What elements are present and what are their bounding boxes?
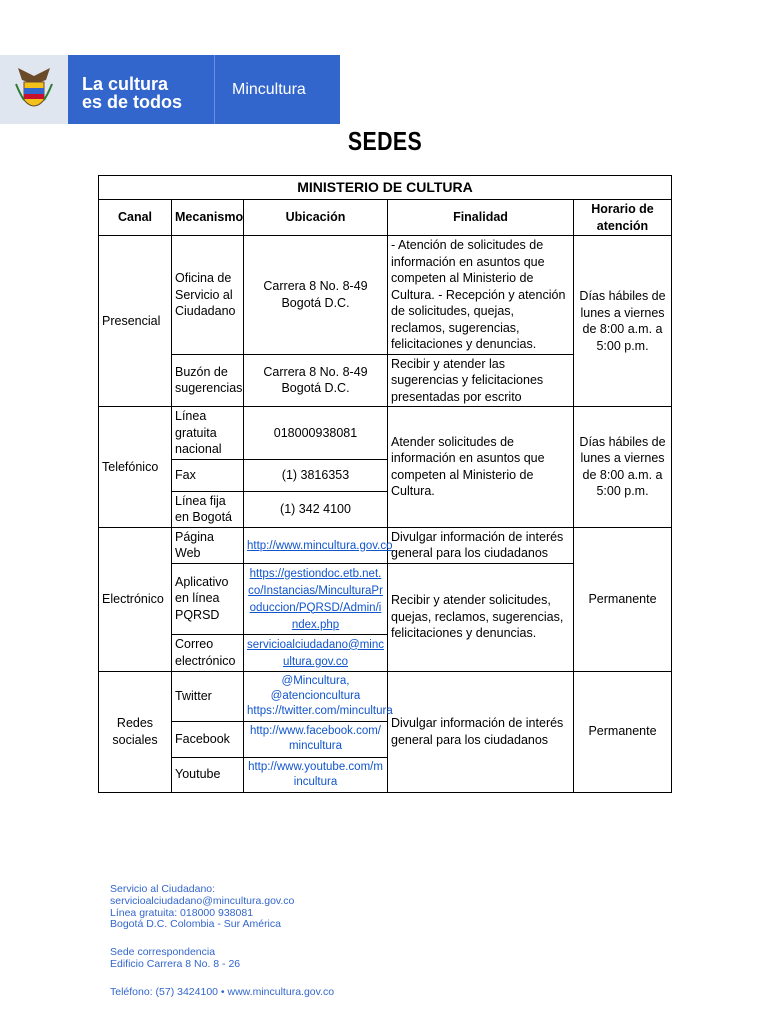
mecanismo-fax: Fax — [172, 459, 244, 491]
footer-email[interactable]: servicioalciudadano@mincultura.gov.co — [110, 894, 295, 907]
mecanismo-twitter: Twitter — [172, 671, 244, 721]
footer-spacer-2 — [110, 971, 334, 987]
horario-presencial: Días hábiles de lunes a viernes de 8:00 a.m. a 5:00 p.m. — [574, 236, 672, 407]
colombia-crest-icon — [0, 55, 68, 124]
pqrsd-link[interactable]: https://gestiondoc.etb.net.co/Instancias/MinculturaProduccion/PQRSD/Admin/index.php — [248, 567, 383, 631]
mecanismo-correo: Correo electrónico — [172, 634, 244, 671]
numero-fija: (1) 342 4100 — [244, 491, 388, 527]
footer-line-4: Bogotá D.C. Colombia - Sur América — [110, 918, 281, 931]
ubicacion-oficina: Carrera 8 No. 8-49 Bogotá D.C. — [244, 236, 388, 355]
canal-redes: Redes sociales — [99, 671, 172, 792]
brand-slogan — [68, 55, 214, 124]
table-caption: MINISTERIO DE CULTURA — [99, 176, 672, 200]
email-link[interactable]: servicioalciudadano@mincultura.gov.co — [247, 638, 384, 668]
finalidad-redes: Divulgar información de interés general para los ciudadanos — [388, 671, 574, 792]
canal-presencial: Presencial — [99, 236, 172, 407]
finalidad-web: Divulgar información de interés general para los ciudadanos — [388, 527, 574, 563]
mecanismo-web: Página Web — [172, 527, 244, 563]
footer-line-5: Sede correspondencia — [110, 946, 216, 959]
mecanismo-facebook: Facebook — [172, 721, 244, 757]
footer-contact — [110, 884, 334, 999]
header-mecanismo: Mecanismo — [172, 200, 244, 236]
mecanismo-youtube: Youtube — [172, 757, 244, 792]
header-horario: Horario de atención — [574, 200, 672, 236]
finalidad-telefonico: Atender solicitudes de información en asuntos que competen al Ministerio de Cultura. — [388, 407, 574, 528]
footer-spacer — [110, 931, 334, 947]
numero-fax: (1) 3816353 — [244, 459, 388, 491]
footer-line-7: Teléfono: (57) 3424100 • www.mincultura.gov.co — [110, 985, 335, 998]
finalidad-electronico: Recibir y atender solicitudes, quejas, reclamos, sugerencias, felicitaciones y denuncias. — [388, 563, 574, 671]
finalidad-buzon: Recibir y atender las sugerencias y felicitaciones presentadas por escrito — [388, 354, 574, 407]
horario-redes: Permanente — [574, 671, 672, 792]
canal-electronico: Electrónico — [99, 527, 172, 671]
canal-telefonico: Telefónico — [99, 407, 172, 528]
footer-line-3: Línea gratuita: 018000 938081 — [110, 906, 254, 919]
mecanismo-linea: Línea gratuita nacional — [172, 407, 244, 460]
sedes-table — [98, 175, 672, 793]
header-ubicacion: Ubicación — [244, 200, 388, 236]
facebook-link[interactable]: http://www.facebook.com/mincultura — [244, 721, 388, 757]
brand-line-1: La cultura — [82, 74, 169, 94]
footer-line-6: Edificio Carrera 8 No. 8 - 26 — [110, 957, 241, 970]
mecanismo-app: Aplicativo en línea PQRSD — [172, 563, 244, 634]
mecanismo-oficina: Oficina de Servicio al Ciudadano — [172, 236, 244, 355]
page-title: SEDES — [347, 126, 423, 156]
brand-line-2: es de todos — [82, 92, 183, 112]
horario-electronico: Permanente — [574, 527, 672, 671]
twitter-link[interactable]: @Mincultura, @atencioncultura https://twitter.com/mincultura — [244, 671, 388, 721]
web-link[interactable]: http://www.mincultura.gov.co — [247, 539, 393, 552]
finalidad-oficina: - Atención de solicitudes de información en asuntos que competen al Ministerio de Cultura. - Recepción y atención de solicitudes, quejas, reclamos, sugerencias, felicitaciones y denuncias. — [388, 236, 574, 355]
numero-linea: 018000938081 — [244, 407, 388, 460]
footer-line-1: Servicio al Ciudadano: — [110, 883, 216, 895]
mecanismo-buzon: Buzón de sugerencias — [172, 354, 244, 407]
ubicacion-buzon: Carrera 8 No. 8-49 Bogotá D.C. — [244, 354, 388, 407]
mecanismo-fija: Línea fija en Bogotá — [172, 491, 244, 527]
header-banner — [0, 55, 340, 124]
ministry-name: Mincultura — [215, 55, 340, 124]
horario-telefonico: Días hábiles de lunes a viernes de 8:00 a.m. a 5:00 p.m. — [574, 407, 672, 528]
header-finalidad: Finalidad — [388, 200, 574, 236]
header-canal: Canal — [99, 200, 172, 236]
youtube-link[interactable]: http://www.youtube.com/mincultura — [244, 757, 388, 792]
